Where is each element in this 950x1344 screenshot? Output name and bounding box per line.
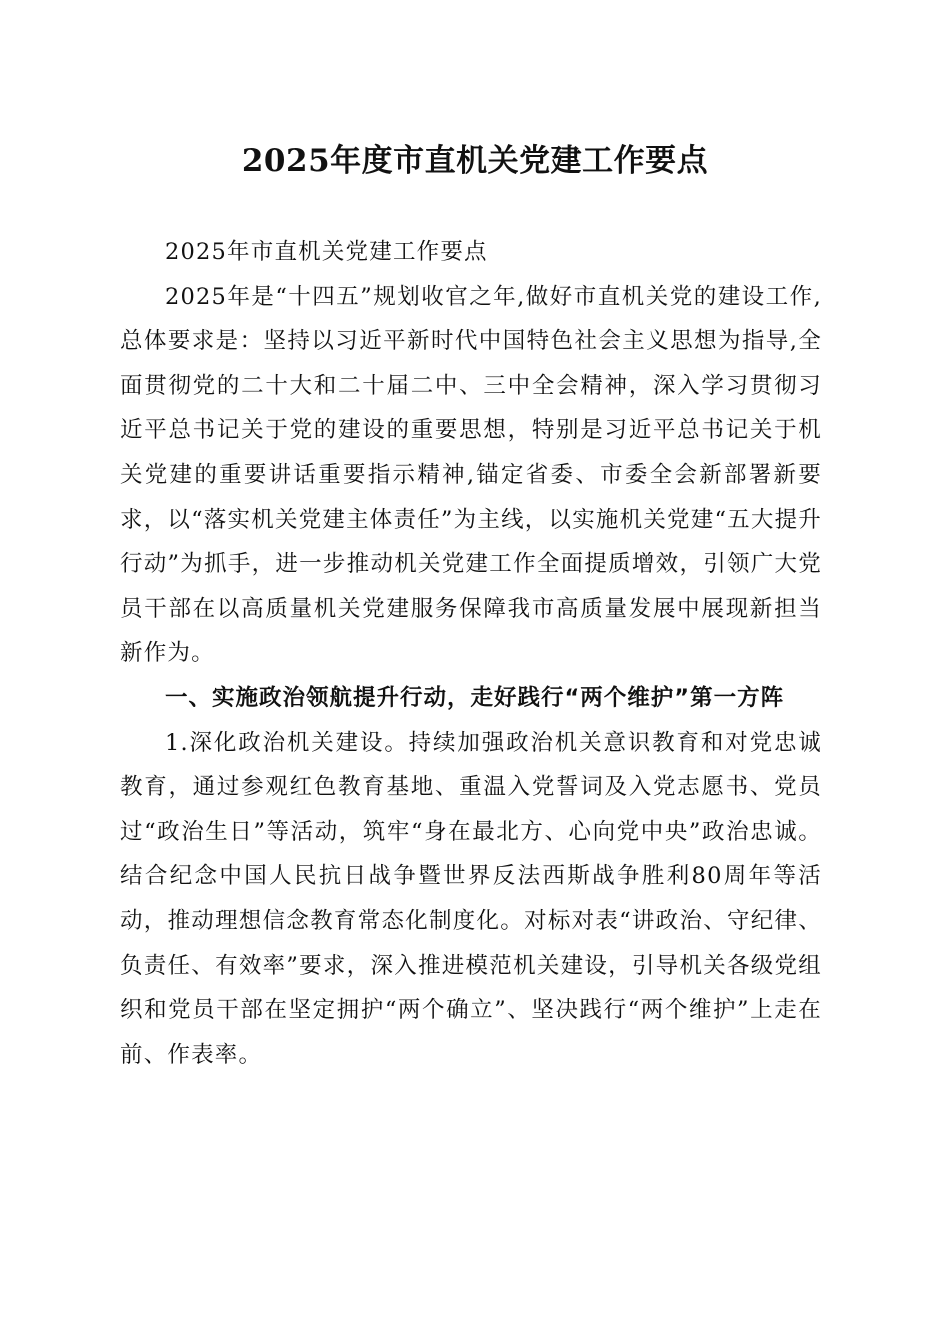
intro-paragraph: 2025年是“十四五”规划收官之年,做好市直机关党的建设工作,总体要求是：坚持以习近平新时代中国特色社会主义思想为指导,全面贯彻党的二十大和二十届二中、三中全会精神，深入学习贯彻习近平总书记关于党的建设的重要思想，特别是习近平总书记关于机关党建的重要讲话重要指示精神,锚定省委、市委全会新部署新要求，以“落实机关党建主体责任”为主线，以实施机关党建“五大提升行动”为抓手，进一步推动机关党建工作全面提质增效，引领广大党员干部在以高质量机关党建服务保障我市高质量发展中展现新担当新作为。	[120, 283, 822, 667]
document-title: 2025年度市直机关党建工作要点	[241, 143, 709, 179]
section-item-paragraph: 1.深化政治机关建设。持续加强政治机关意识教育和对党忠诚教育，通过参观红色教育基地、重温入党誓词及入党志愿书、党员过“政治生日”等活动，筑牢“身在最北方、心向党中央”政治忠诚。结合纪念中国人民抗日战争暨世界反法西斯战争胜利80周年等活动，推动理想信念教育常态化制度化。对标对表“讲政治、守纪律、负责任、有效率”要求，深入推进模范机关建设，引导机关各级党组织和党员干部在坚定拥护“两个确立”、坚决践行“两个维护”上走在前、作表率。	[120, 729, 822, 1068]
subtitle-paragraph: 2025年市直机关党建工作要点	[165, 239, 488, 265]
section-heading: 一、实施政治领航提升行动，走好践行“两个维护”第一方阵	[165, 684, 785, 711]
document-body	[120, 230, 822, 1077]
